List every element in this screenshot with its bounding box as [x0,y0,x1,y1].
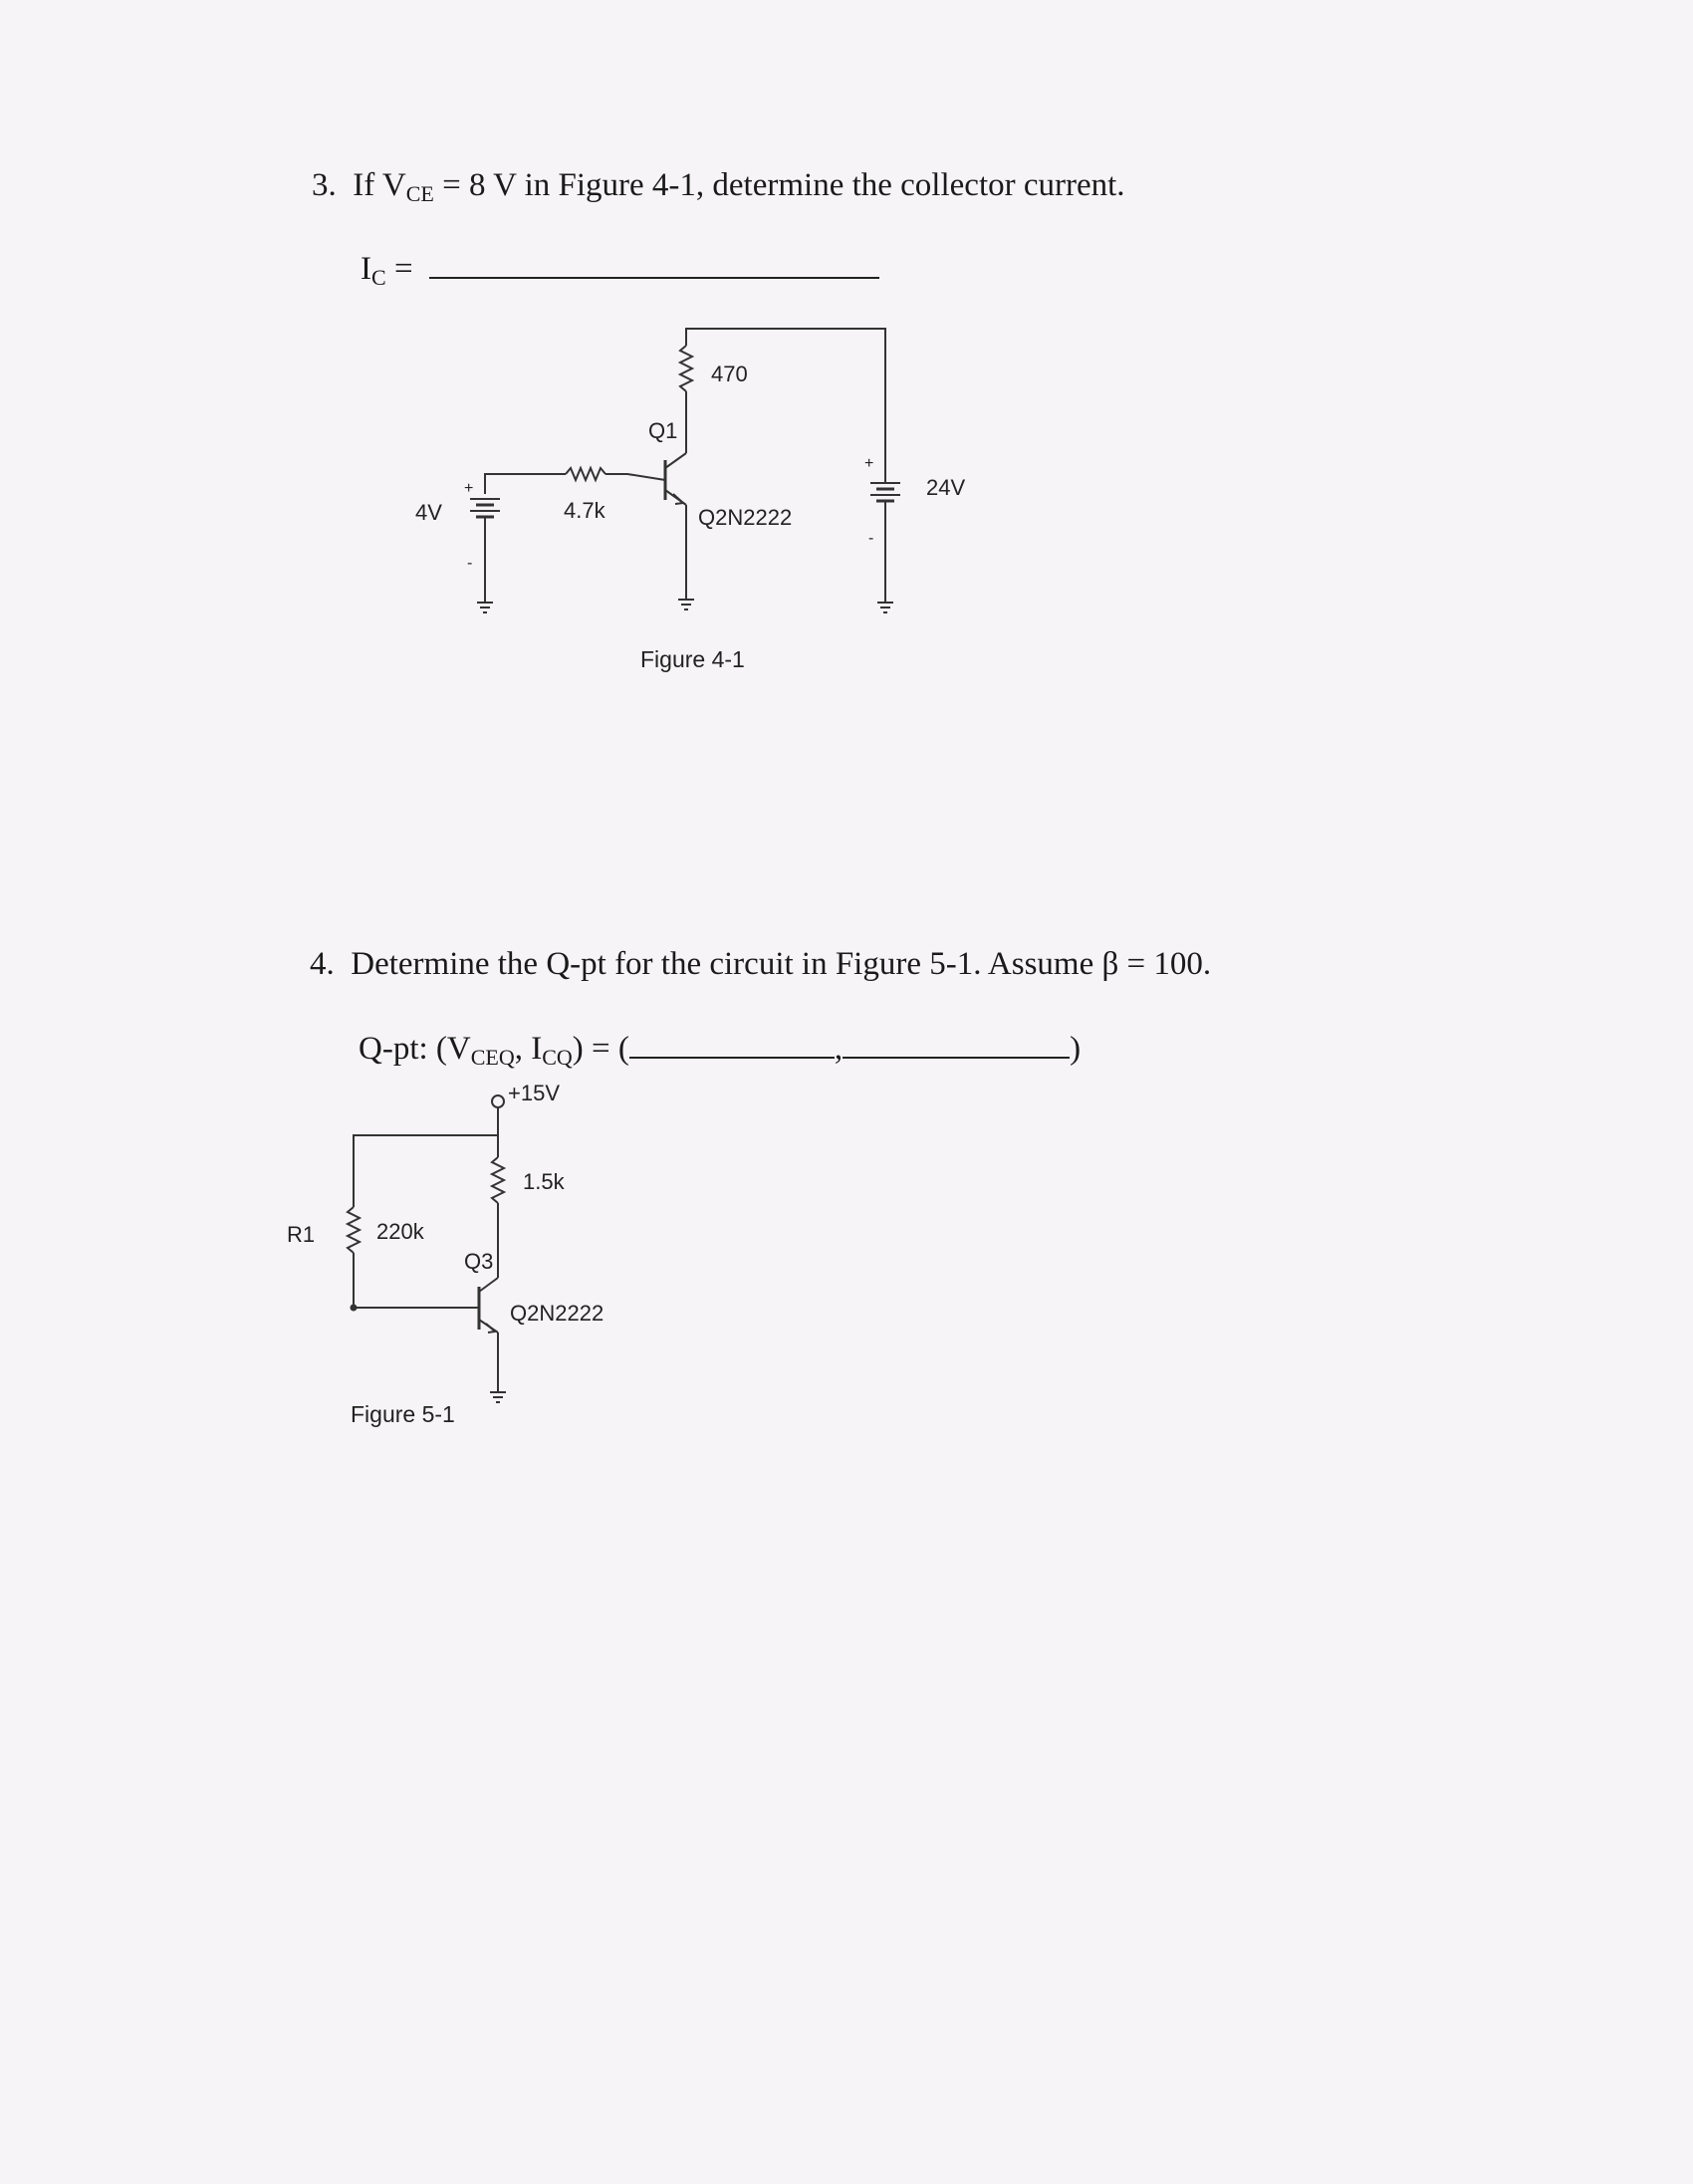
question-number: 4. [310,946,335,982]
figure-caption: Figure 4-1 [640,646,745,672]
wire-base-left [485,474,566,494]
battery-24v-icon [870,474,900,612]
resistor-470-icon [680,346,692,391]
emitter-arrow-icon [673,494,683,504]
label-minus-24v: - [868,530,874,547]
label-v-base: 4V [415,500,442,525]
label-v-collector: 24V [926,475,966,500]
battery-4v-icon [470,499,500,612]
label-plus-4v: + [464,480,474,497]
label-minus-4v: - [467,555,473,572]
label-transistor-ref: Q3 [464,1249,494,1274]
supply-terminal-icon [492,1095,504,1107]
label-plus-24v: + [864,455,874,472]
resistor-r1-icon [348,1207,360,1253]
label-r1-value: 220k [376,1219,424,1244]
wire-r1-bottom [354,1253,479,1308]
label-supply: +15V [508,1081,560,1105]
wire-collector-diag [665,453,686,468]
wire-base [605,474,665,480]
resistor-1-5k-icon [492,1157,504,1203]
label-r1-ref: R1 [287,1222,316,1247]
question-number: 3. [312,167,337,203]
wire-top [354,1135,498,1207]
label-transistor-model: Q2N2222 [698,505,793,530]
resistor-4-7k-icon [566,468,605,480]
label-r-collector: 1.5k [523,1169,565,1194]
junction-dot-icon [352,1306,357,1311]
label-transistor-ref: Q1 [648,418,678,443]
emitter-arrow-icon [486,1324,495,1333]
comma: , [834,1031,844,1067]
wire-top [686,329,885,474]
question-text: Determine the Q-pt for the circuit in Figure 5-1. Assume β = 100. [351,946,1212,982]
figure-caption: Figure 5-1 [351,1401,455,1427]
answer-label: Q-pt: ($V_{CEQ}$, $I_{CQ}$) = ( [359,1031,629,1070]
label-transistor-model: Q2N2222 [510,1301,605,1326]
figure-4-1 [470,329,900,612]
label-r-base: 4.7k [564,498,605,523]
close-paren: ) [1070,1031,1082,1067]
question-text: If $V_{CE} = 8$ V in Figure 4-1, determine the collector current. [353,167,1125,206]
label-r-collector: 470 [711,362,748,386]
answer-label: $I_C$ = [361,251,413,290]
wire-collector-diag [479,1278,498,1292]
